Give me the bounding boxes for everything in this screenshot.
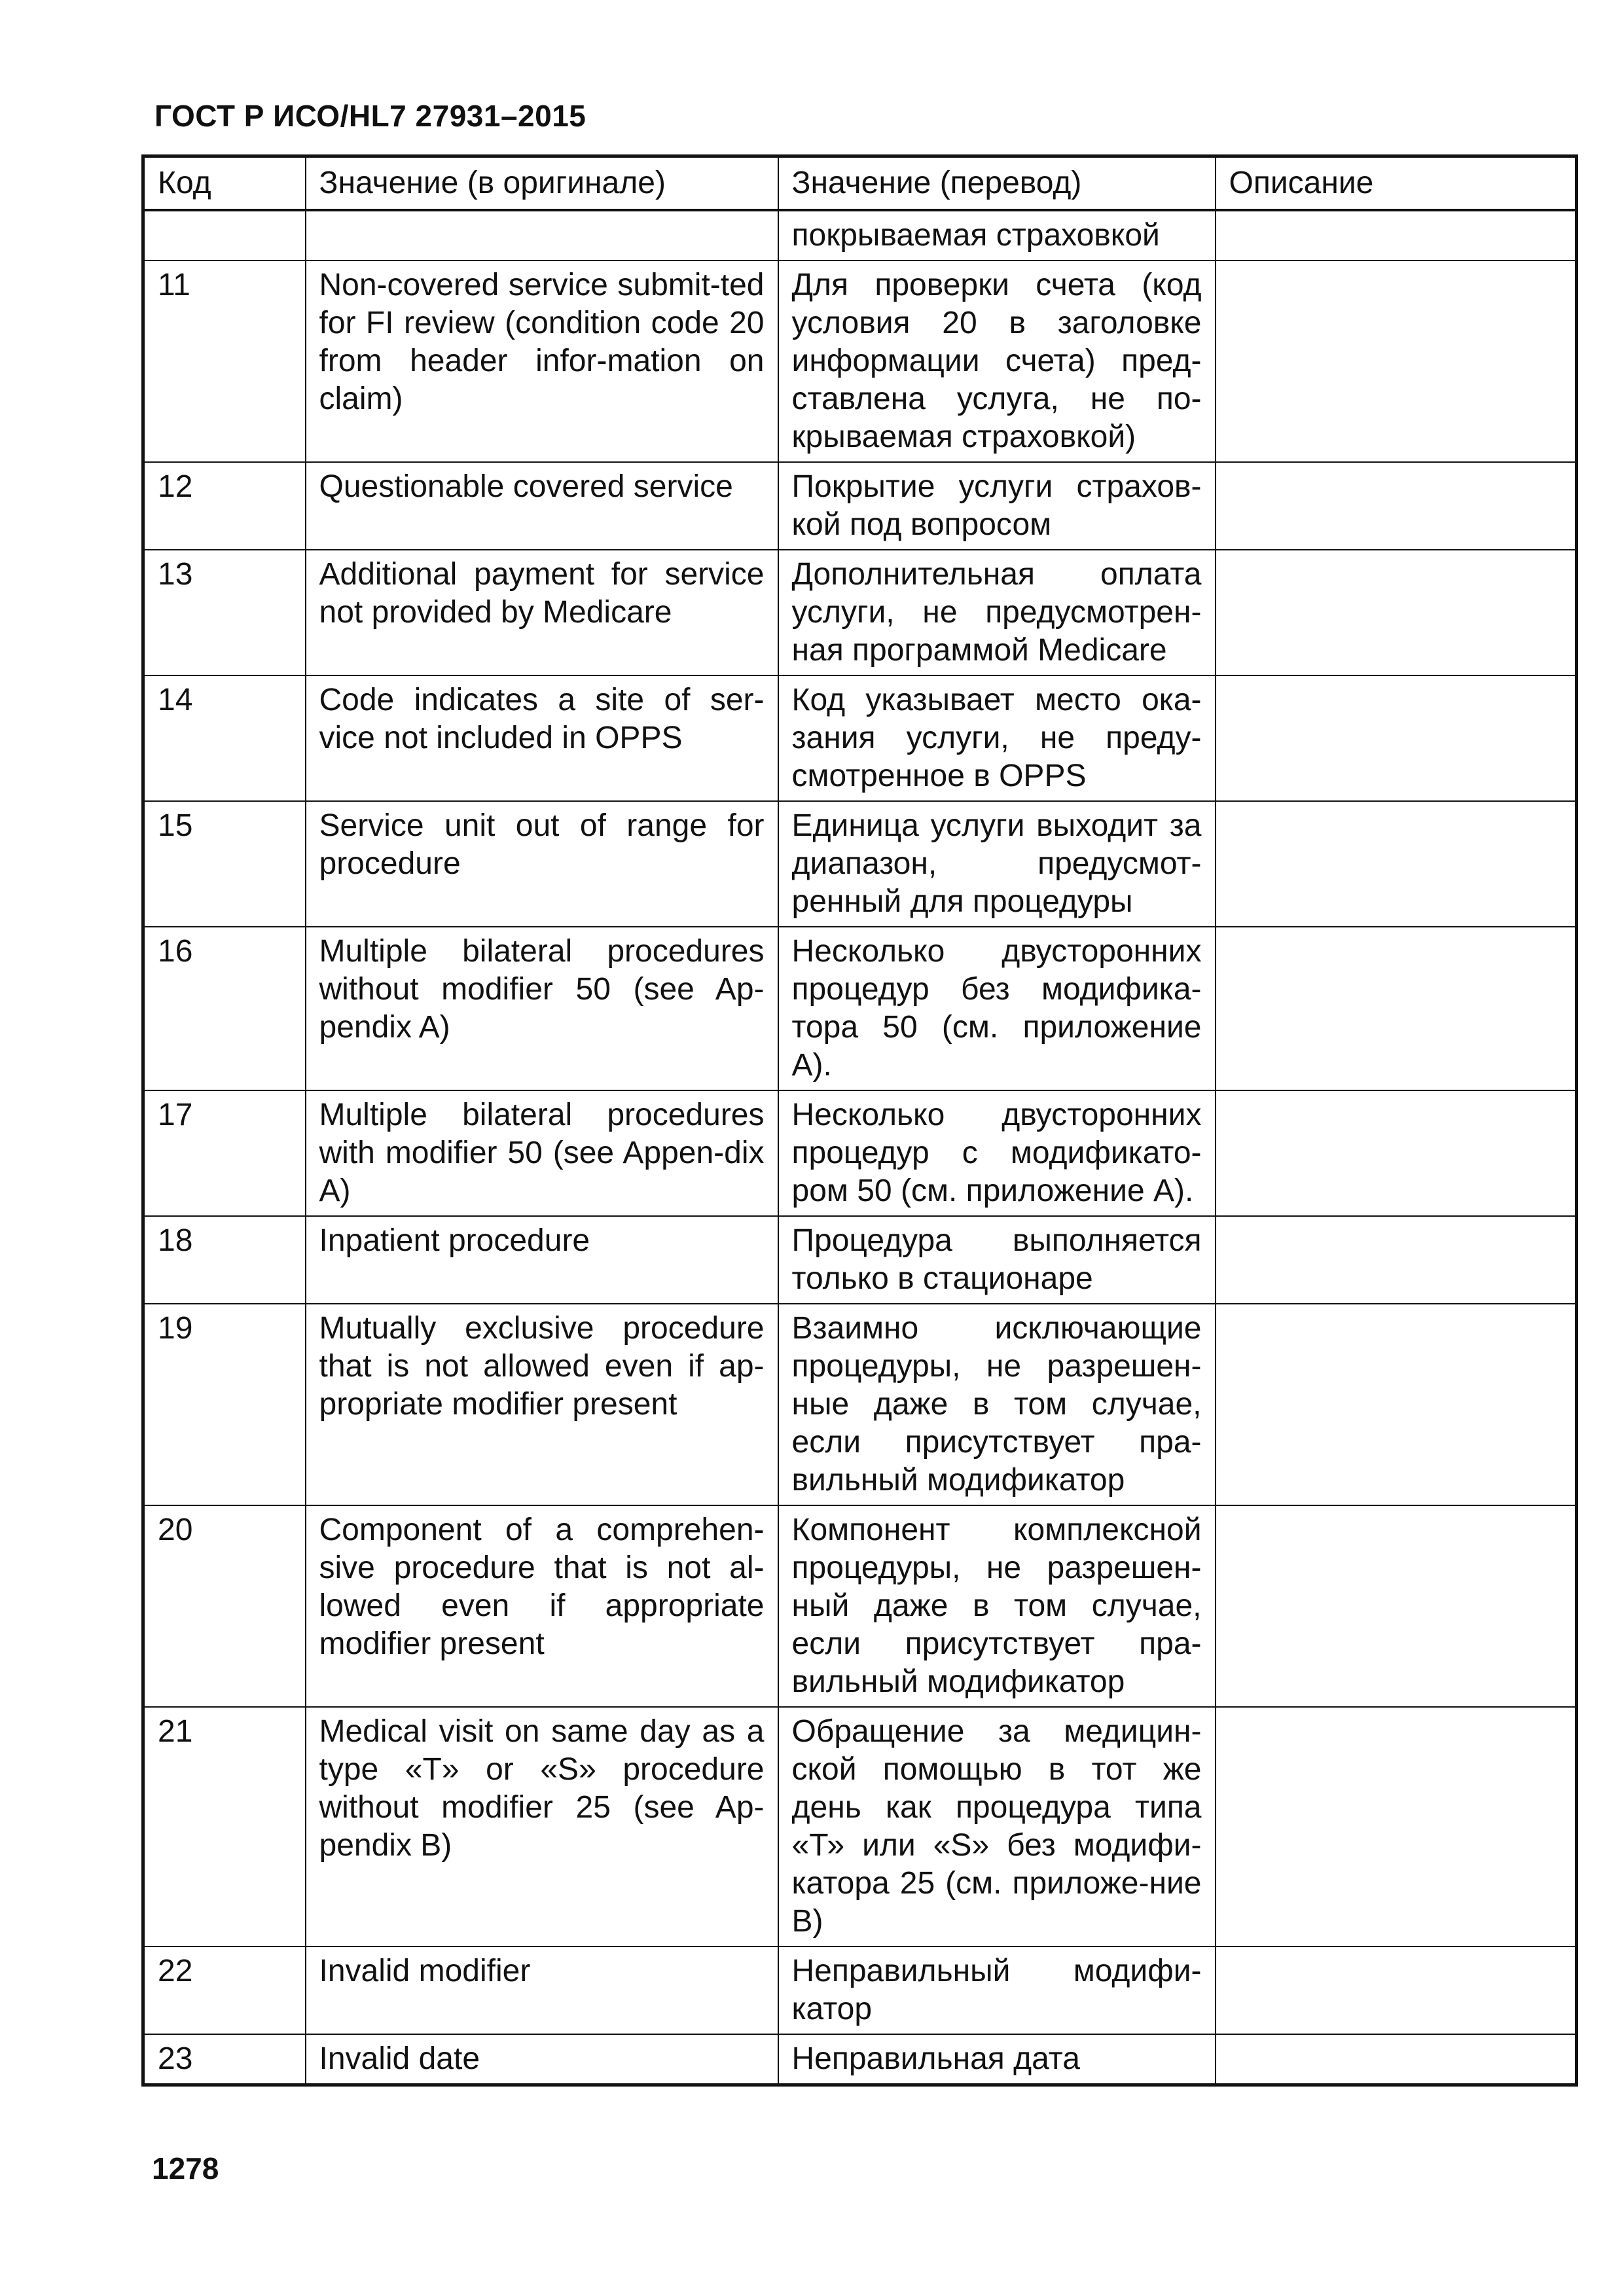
cell-original: Non-covered service submit-ted for FI review (condition code 20 from header infor-mation on claim) xyxy=(306,260,778,462)
cell-description xyxy=(1216,462,1577,550)
cell-code: 17 xyxy=(143,1090,306,1216)
cell-translation: Для проверки счета (код условия 20 в заголовке информации счета) пред-ставлена услуга, не по-крываемая страховкой) xyxy=(778,260,1216,462)
cell-code: 22 xyxy=(143,1946,306,2034)
cell-translation: Единица услуги выходит за диапазон, предусмот-ренный для процедуры xyxy=(778,801,1216,927)
cell-original: Multiple bilateral procedures with modifier 50 (see Appen-dix A) xyxy=(306,1090,778,1216)
cell-description xyxy=(1216,1304,1577,1505)
cell-original: Multiple bilateral procedures without modifier 50 (see Ap-pendix A) xyxy=(306,927,778,1090)
cell-translation: Несколько двусторонних процедур с модификато-ром 50 (см. приложение А). xyxy=(778,1090,1216,1216)
cell-original: Invalid date xyxy=(306,2034,778,2085)
table-row xyxy=(143,1707,1577,1946)
cell-code: 18 xyxy=(143,1216,306,1304)
table-row xyxy=(143,1505,1577,1707)
cell-original: Questionable covered service xyxy=(306,462,778,550)
cell-description xyxy=(1216,1505,1577,1707)
cell-description xyxy=(1216,1707,1577,1946)
cell-code: 14 xyxy=(143,675,306,801)
table-header-row xyxy=(143,156,1577,211)
cell-translation: Неправильный модифи-катор xyxy=(778,1946,1216,2034)
cell-description xyxy=(1216,550,1577,675)
cell-description xyxy=(1216,1216,1577,1304)
table-row xyxy=(143,1304,1577,1505)
column-header-description: Описание xyxy=(1216,156,1577,211)
cell-description xyxy=(1216,2034,1577,2085)
table-row xyxy=(143,2034,1577,2085)
cell-code: 13 xyxy=(143,550,306,675)
cell-code: 21 xyxy=(143,1707,306,1946)
page-number: 1278 xyxy=(152,2151,219,2185)
cell-translation: Взаимно исключающие процедуры, не разрешен-ные даже в том случае, если присутствует пра-вильный модификатор xyxy=(778,1304,1216,1505)
cell-description xyxy=(1216,1090,1577,1216)
cell-description xyxy=(1216,1946,1577,2034)
cell-original: Component of a comprehen-sive procedure that is not al-lowed even if appropriate modifier present xyxy=(306,1505,778,1707)
cell-description xyxy=(1216,260,1577,462)
cell-description xyxy=(1216,927,1577,1090)
cell-code: 15 xyxy=(143,801,306,927)
table-row xyxy=(143,927,1577,1090)
cell-translation: Код указывает место ока-зания услуги, не преду-смотренное в OPPS xyxy=(778,675,1216,801)
column-header-translation: Значение (перевод) xyxy=(778,156,1216,211)
cell-translation: Несколько двусторонних процедур без модифика-тора 50 (см. приложение А). xyxy=(778,927,1216,1090)
codes-table xyxy=(141,154,1578,2087)
cell-translation: Обращение за медицин-ской помощью в тот же день как процедура типа «Т» или «S» без модифи-катора 25 (см. приложе-ние В) xyxy=(778,1707,1216,1946)
cell-translation: Процедура выполняется только в стационаре xyxy=(778,1216,1216,1304)
cell-code: 11 xyxy=(143,260,306,462)
cell-code: 20 xyxy=(143,1505,306,1707)
table-row xyxy=(143,462,1577,550)
cell-translation: покрываемая страховкой xyxy=(778,210,1216,260)
table-row xyxy=(143,550,1577,675)
cell-original: Medical visit on same day as a type «T» or «S» procedure without modifier 25 (see Ap-pendix B) xyxy=(306,1707,778,1946)
cell-original: Inpatient procedure xyxy=(306,1216,778,1304)
table-row xyxy=(143,801,1577,927)
cell-translation: Покрытие услуги страхов-кой под вопросом xyxy=(778,462,1216,550)
cell-description xyxy=(1216,801,1577,927)
cell-code: 23 xyxy=(143,2034,306,2085)
cell-original: Additional payment for service not provided by Medicare xyxy=(306,550,778,675)
table-row xyxy=(143,1090,1577,1216)
cell-original xyxy=(306,210,778,260)
table-row xyxy=(143,210,1577,260)
table-row xyxy=(143,675,1577,801)
cell-code: 16 xyxy=(143,927,306,1090)
cell-code: 19 xyxy=(143,1304,306,1505)
table-row xyxy=(143,1216,1577,1304)
cell-original: Service unit out of range for procedure xyxy=(306,801,778,927)
cell-translation: Дополнительная оплата услуги, не предусмотрен-ная программой Medicare xyxy=(778,550,1216,675)
standard-designation: ГОСТ Р ИСО/HL7 27931–2015 xyxy=(154,99,586,133)
cell-code: 12 xyxy=(143,462,306,550)
cell-original: Mutually exclusive procedure that is not allowed even if ap-propriate modifier present xyxy=(306,1304,778,1505)
cell-translation: Компонент комплексной процедуры, не разрешен-ный даже в том случае, если присутствует пра-вильный модификатор xyxy=(778,1505,1216,1707)
column-header-code: Код xyxy=(143,156,306,211)
cell-description xyxy=(1216,210,1577,260)
table-row xyxy=(143,1946,1577,2034)
cell-code xyxy=(143,210,306,260)
cell-translation: Неправильная дата xyxy=(778,2034,1216,2085)
cell-original: Invalid modifier xyxy=(306,1946,778,2034)
column-header-original: Значение (в оригинале) xyxy=(306,156,778,211)
cell-description xyxy=(1216,675,1577,801)
table-row xyxy=(143,260,1577,462)
cell-original: Code indicates a site of ser-vice not included in OPPS xyxy=(306,675,778,801)
